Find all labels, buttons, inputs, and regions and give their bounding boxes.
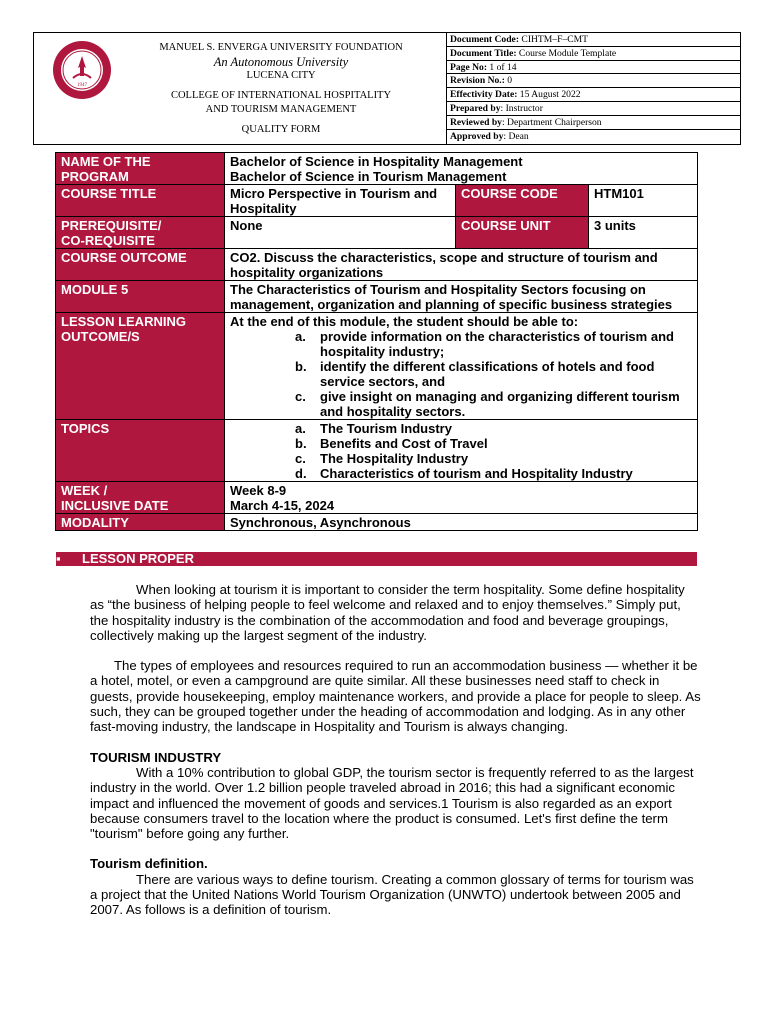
paragraph: There are various ways to define tourism. Creating a common glossary of terms for tourism was a project that the United Nations World Tourism Organization (UNWTO) undertook between 2005 and 2007. As follows is a definition of tourism. <box>90 871 694 918</box>
course-unit-label: COURSE UNIT <box>456 217 589 249</box>
course-code-value: HTM101 <box>589 185 698 217</box>
course-outcome-value: CO2. Discuss the characteristics, scope and structure of tourism and hospitality organizations <box>225 249 698 281</box>
list-item: d. Characteristics of tourism and Hospitality Industry <box>295 466 633 481</box>
modality-row <box>56 514 698 531</box>
topics-list <box>230 421 694 481</box>
program-label: NAME OF THE PROGRAM <box>56 153 225 185</box>
prerequisite-label: PREREQUISITE/ CO-REQUISITE <box>56 217 225 249</box>
learning-outcome-value: At the end of this module, the student should be able to: a. provide information on the characteristics of tourism and hospitality industry; b. identify the different classifications of hotels and food service sectors, and c. give insight on managing and organizing different tourism and hospitality sectors. <box>225 313 698 420</box>
doc-row: Document Title: Course Module Template <box>446 47 740 61</box>
doc-row: Effectivity Date: 15 August 2022 <box>446 88 740 102</box>
learning-outcome-list <box>230 329 694 419</box>
paragraph: With a 10% contribution to global GDP, the tourism sector is frequently referred to as the largest industry in the world. Over 1.2 billion people traveled abroad in 2016; this had a significant economic impact and influenced the movement of goods and services.1 Tourism is also regarded as an export because consumers travel to the location where the product is consumed. Let's first define the term "tourism" before going any further. <box>90 764 694 842</box>
course-outcome-label: COURSE OUTCOME <box>56 249 225 281</box>
course-info-table <box>55 152 698 531</box>
svg-text:1947: 1947 <box>77 83 87 88</box>
institution-name <box>118 41 444 137</box>
document-header <box>33 32 741 145</box>
topics-value <box>225 420 698 482</box>
topics-row <box>56 420 698 482</box>
course-title-value: Micro Perspective in Tourism and Hospitality <box>225 185 456 217</box>
learning-outcome-row <box>56 313 698 420</box>
doc-row: Page No: 1 of 14 <box>446 61 740 75</box>
topics-label: TOPICS <box>56 420 225 482</box>
week-value: Week 8-9 March 4-15, 2024 <box>225 482 698 514</box>
lesson-proper-heading <box>56 552 697 566</box>
modality-value: Synchronous, Asynchronous <box>225 514 698 531</box>
week-row <box>56 482 698 514</box>
course-title-label: COURSE TITLE <box>56 185 225 217</box>
module-row <box>56 281 698 313</box>
paragraph: When looking at tourism it is important to consider the term hospitality. Some define hospitality as “the business of helping people to feel welcome and relaxed and to enjoy themselves.” Simply put, the hospitality industry is the combination of the accommodation and food and beverage groupings, collectively making up the largest segment of the industry. <box>90 582 685 643</box>
course-unit-value: 3 units <box>589 217 698 249</box>
section-heading: TOURISM INDUSTRY <box>90 749 222 765</box>
prerequisite-value: None <box>225 217 456 249</box>
list-item: b. identify the different classifications of hotels and food service sectors, and <box>295 359 655 389</box>
module-value: The Characteristics of Tourism and Hospitality Sectors focusing on management, organization and planning of specific business strategies <box>225 281 698 313</box>
section-heading: Tourism definition. <box>90 856 208 872</box>
city-label: LUCENA CITY <box>246 70 316 81</box>
document-control-block <box>446 33 740 143</box>
doc-row: Approved by: Dean <box>450 130 529 142</box>
autonomous-label: An Autonomous University <box>213 55 349 69</box>
list-item: b. Benefits and Cost of Travel <box>295 436 488 451</box>
square-bullet-icon: ▪ <box>56 551 61 566</box>
prerequisite-row <box>56 217 698 249</box>
program-row <box>56 153 698 185</box>
lesson-body <box>90 582 702 918</box>
paragraph: The types of employees and resources required to run an accommodation business — whether it be a hotel, motel, or even a campground are quite similar. All these businesses need staff to check in guests, provide housekeeping, employ maintenance workers, and provide a place for people to sleep. As such, they can be grouped together under the heading of accommodation and lodging. As in any other fast-moving industry, the landscape in Hospitality and Tourism is always changing. <box>90 658 701 735</box>
list-item: a. provide information on the characteristics of tourism and hospitality industry; <box>295 329 674 359</box>
college-name-2: AND TOURISM MANAGEMENT <box>205 104 357 115</box>
doc-row: Reviewed by: Department Chairperson <box>446 116 740 130</box>
foundation-name: MANUEL S. ENVERGA UNIVERSITY FOUNDATION <box>159 42 403 53</box>
course-title-row <box>56 185 698 217</box>
doc-row: Prepared by: Instructor <box>446 102 740 116</box>
list-item: c. The Hospitality Industry <box>295 451 469 466</box>
learning-outcome-label: LESSON LEARNING OUTCOME/S <box>56 313 225 420</box>
list-item: a. The Tourism Industry <box>295 421 452 436</box>
modality-label: MODALITY <box>56 514 225 531</box>
course-code-label: COURSE CODE <box>456 185 589 217</box>
course-outcome-row <box>56 249 698 281</box>
university-seal-icon <box>52 40 112 100</box>
doc-row: Revision No.: 0 <box>446 74 740 88</box>
list-item: c. give insight on managing and organizing different tourism and hospitality sectors. <box>295 389 680 419</box>
module-label: MODULE 5 <box>56 281 225 313</box>
institution-block <box>34 33 447 144</box>
form-label: QUALITY FORM <box>241 124 321 135</box>
program-value: Bachelor of Science in Hospitality Management Bachelor of Science in Tourism Management <box>225 153 698 185</box>
doc-row: Document Code: CIHTM–F–CMT <box>446 33 740 47</box>
lesson-proper-title: LESSON PROPER <box>82 551 194 566</box>
college-name-1: COLLEGE OF INTERNATIONAL HOSPITALITY <box>170 90 392 101</box>
week-label: WEEK / INCLUSIVE DATE <box>56 482 225 514</box>
